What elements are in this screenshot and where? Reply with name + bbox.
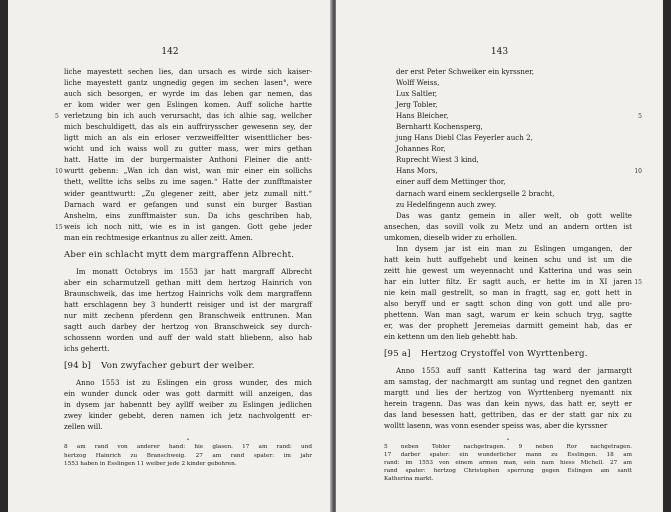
body-line: Darnach ward er gefangen und sunst ein burger Bastian <box>64 199 312 209</box>
list-line: zu Hedelfingenn auch zwey. <box>396 199 497 209</box>
section-heading-crystoffel <box>384 349 632 360</box>
body-line: er, was der prophett Jeremeias darmitt gemeint hab, das er <box>384 321 632 331</box>
body-line: nur mitt zechenn pferdenn gen Branschweik enttrunen. Man <box>64 310 312 320</box>
footnotes <box>64 443 312 468</box>
section-heading-geburt <box>64 361 312 372</box>
body-line: aber ein scharmutzell gethan mitt dem hertzog Hainrich von <box>64 277 312 287</box>
body-line: sagtt auch darbey der hertzog von Branschweick sey durch- <box>64 322 312 332</box>
section-label: [94 b] <box>64 361 92 372</box>
footnote-line: hertzog Hainrich zu Branschweig. 27 am rand spater: im jahr <box>64 452 312 459</box>
body-line: ichs gehertt. <box>64 344 110 354</box>
body-line: ansechen, das sovill volk zu Metz und an andern ortten ist <box>384 221 632 231</box>
list-line: jung Hans Diebl Clas Feyerler auch 2, <box>396 133 533 143</box>
body-line: in dysem jar habenntt bey ayllff weiber zu Eslingen jedlichen <box>64 400 312 410</box>
footnote-line: 5 neben Tobler nachgetragen. 9 neben Ror nachgetragen. <box>384 443 632 450</box>
body-line: er kom wider wer gen Eslingen komen. Auff soliche hartte <box>64 100 312 110</box>
body-line: Das was gantz gemein in aller welt, ob gott wellte <box>396 210 632 220</box>
footnotes <box>384 443 632 484</box>
spacer <box>64 354 312 361</box>
left-page-text <box>55 66 312 468</box>
body-line: umkomen, dieselb wider zu erhollen. <box>384 232 518 242</box>
body-line: har ein lutter filtz. Er sagtt auch, er hette im in XI jaren 15 <box>384 276 632 287</box>
body-line: weis ich noch nitt, wie es in ist gangen. Gott gebe jeder 15 <box>64 221 312 232</box>
body-line: wicht und ich waiss woll zu gutter mass, wer mirs gethan <box>64 144 312 154</box>
spacer <box>64 243 312 250</box>
body-line: Im monatt Octobrys im 1553 jar hatt margraff Albrecht <box>76 266 312 276</box>
body-line: liche mayestett gantz ungnedig gegen im sechen lasen°, were <box>64 78 312 88</box>
list-line: Jerg Tobler, <box>396 100 438 110</box>
right-page-text <box>384 66 642 483</box>
line-number-marker: 10 <box>634 168 642 176</box>
body-line: am samstag, der nachmargtt am suntag und regnet den gantzen <box>384 377 632 387</box>
list-line: Ruprecht Wiest 3 kind, <box>396 155 479 165</box>
list-line: der erst Peter Schweiker ein kyrssner, <box>396 67 535 76</box>
section-heading-text: Von zwyfacher geburt der weiber. <box>101 361 255 372</box>
footnote-separator: • <box>186 437 190 444</box>
body-line: Inn dysem jar ist ein man zu Eslingen umgangen, der <box>396 243 632 253</box>
body-line: hatt kein hutt auffgehebt und keinen schu und ist um die <box>384 254 632 264</box>
footnote-line: 1553 haben in Esslingen 11 weiber jede 2 kinder gebohren. <box>64 460 237 467</box>
body-line: zellen will. <box>64 422 103 432</box>
body-line: hatt erschlagenn bey 3 hundertt reisiger und ist der margraff <box>64 299 312 309</box>
body-line: zwey kinder gebebt, deren namen ich jetz nachvolgentt er- <box>64 411 312 421</box>
body-line: wolltt lasenn, was vonn esender speiss was, aber die kyrssner <box>384 421 608 431</box>
left-page <box>8 0 332 512</box>
page-number-right: 143 <box>490 47 509 57</box>
body-line: also beryff und er sagtt schon ding von gott und alle pro- <box>384 298 632 308</box>
footnote-line: rand: im 1553 von einem armen man, sein nam hiess Michell. 27 am <box>384 459 632 466</box>
body-line: liche mayestett sechen lies, dan ursach es wirde sich kaiser- <box>64 67 312 76</box>
section-heading-albrecht <box>64 250 312 261</box>
list-line: Hans Bleicher, 5 <box>384 110 632 121</box>
right-page <box>336 0 663 512</box>
body-line: margtt und lies der hertzog von Wyrttenberg nyemantt nix <box>384 388 632 398</box>
body-line: ein wunder dunck oder was gott darmitt will anzeigen, das <box>64 389 312 399</box>
body-line: das land besessen hatt, gettriben, das er der statt gar nix zu <box>384 410 632 420</box>
body-line: wurtt gebenn: „Wan ich dan wist, wan mir einer ein sollichs 10 <box>64 165 312 176</box>
line-number-marker: 10 <box>55 168 63 176</box>
page-number-left: 142 <box>161 47 179 57</box>
section-heading-text: Hertzog Crystoffel von Wyrttenberg. <box>420 349 588 360</box>
section-heading-text: Aber ein schlacht mytt dem margraffenn Albrecht. <box>64 249 295 260</box>
footnote-line: 8 am rand von anderer hand: hie glasen. 17 am rand: und <box>64 444 312 451</box>
body-line: schossenn worden und auff der wald statt bliebenn, also hab <box>64 333 312 343</box>
footnote-line: Katherina markt. <box>384 476 434 483</box>
list-line: Hans Mors, 10 <box>384 165 632 176</box>
body-line: hatt. Hatte im der burgermaister Anthoni Fleiner die antt- <box>64 155 312 165</box>
body-line: Anno 1553 auff santt Katterina tag ward der jarmargtt <box>396 366 632 376</box>
body-line: auch sich besorgen, er wyrde im das leben gar nemen, das <box>64 89 312 99</box>
body-line: thett, welltte ichs selbs zu ime sagen.“ Hatte der zunfftmaister <box>64 177 312 187</box>
footnote-line: rand spater: hertzog Christophen sperrung gegen Eslingen am santt <box>384 468 632 475</box>
line-number-marker: 5 <box>638 113 642 121</box>
section-label: [95 a] <box>384 349 411 360</box>
list-line: Wolff Weiss, <box>396 78 440 88</box>
body-line: wider geanttwurtt: „Zu glegener zeitt, aber jetz zumall nitt.“ <box>64 188 312 198</box>
body-line: ein kettenn um den lieb gehebtt hab. <box>384 332 518 342</box>
body-line: herein tragenn. Das was dan kein nyws, das hatt er, seytt er <box>384 399 632 409</box>
body-line: ligtt mich an als ein erloser verzweiffeltter wisenttlicher bes- <box>64 133 312 143</box>
body-line: Anshelm, eins zunfftmaister sun. Da ichs geschriben hab, <box>64 210 312 220</box>
footnote-separator: • <box>506 436 510 443</box>
list-line: Bernhartt Kochensperg, <box>396 122 483 132</box>
body-line: nie kein mall gestrellt, so man in fragtt, sag er, gott hett in <box>384 287 632 297</box>
line-number-marker: 15 <box>55 223 63 231</box>
body-line: phettenn. Wan man sagt, warum er kein schuch tryg, sagtte <box>384 310 632 320</box>
body-line: mich beschuldigett, das als ein auffrirysscher gewesenn sey, der <box>64 122 312 132</box>
body-line: man ein rechtmesige erkantnus zu aller zeitt. Amen. <box>64 232 253 242</box>
spacer <box>384 342 632 349</box>
footnote-line: 17 darber spater: ein wunderlicher mann zu Esslingen. 18 am <box>384 451 632 458</box>
line-number-marker: 5 <box>55 113 59 121</box>
line-number-marker: 15 <box>634 278 642 286</box>
list-line: Lux Saltler, <box>396 89 438 99</box>
body-line: Anno 1553 ist zu Eslingen ein gross wunder, des mich <box>76 378 312 388</box>
list-line: einer auff dem Mettinger thor, <box>396 177 506 187</box>
body-line: zeitt hie gewest um weyennacht und Katterina und was sein <box>384 265 632 275</box>
list-line: darnach ward einem secklergselle 2 bracht, <box>396 188 555 198</box>
list-line: Johannes Ror, <box>396 144 446 154</box>
body-line: Braunschweik, das ime hertzog Hainrichs volk dem margraffenn <box>64 288 312 298</box>
body-line: verletzung bin ich auch verursacht, das ich alhie sag, wellcher 5 <box>64 110 312 121</box>
